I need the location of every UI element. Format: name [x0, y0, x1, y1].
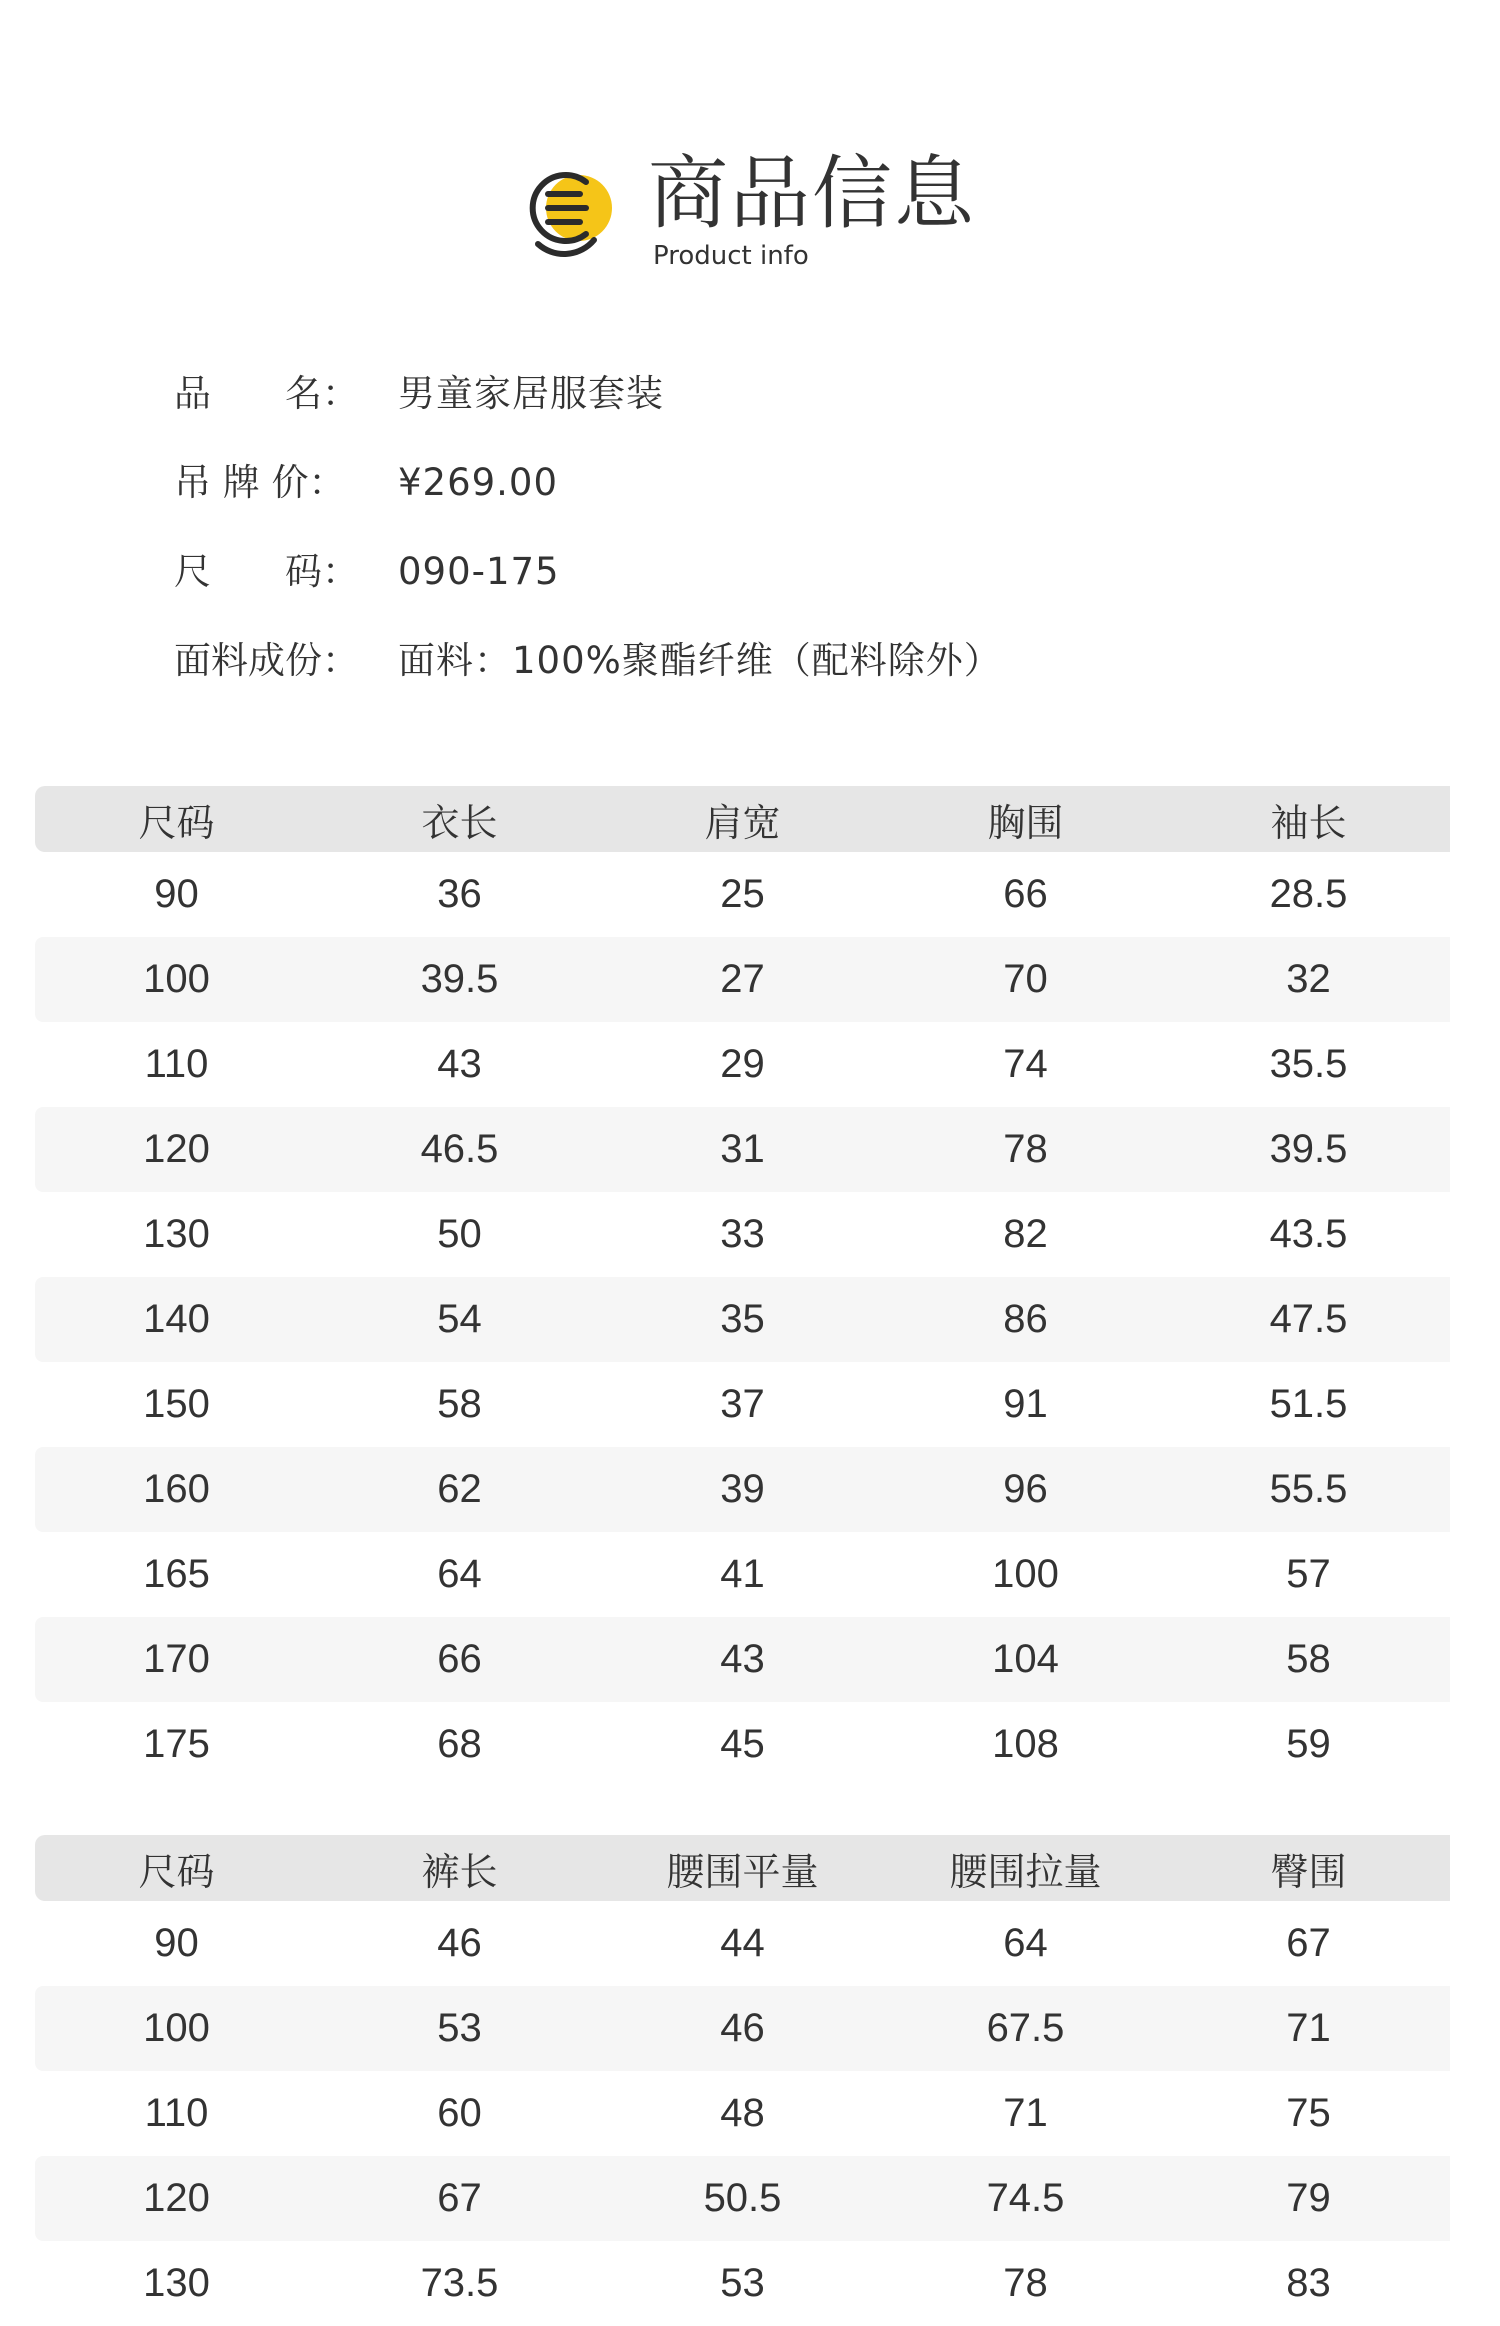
table-cell: 71 — [1167, 1986, 1450, 2071]
table-cell: 100 — [992, 1552, 1059, 1596]
table-row — [35, 1277, 1450, 1362]
table-cell: 86 — [884, 1277, 1167, 1362]
table-cell: 66 — [1003, 872, 1048, 916]
table-cell: 54 — [318, 1277, 601, 1362]
table-cell: 75 — [1286, 2091, 1331, 2135]
table-row — [35, 1022, 1450, 1107]
table-cell: 35 — [601, 1277, 884, 1362]
info-value: ¥269.00 — [398, 461, 559, 504]
table-cell: 43 — [437, 1042, 482, 1086]
table-cell: 110 — [144, 2091, 209, 2135]
bottom-size-table — [35, 1835, 1450, 2326]
table-cell: 32 — [1167, 937, 1450, 1022]
table-cell: 78 — [884, 1107, 1167, 1192]
table-cell: 48 — [720, 2091, 765, 2135]
table-row — [35, 1192, 1450, 1277]
table-cell: 120 — [35, 2156, 318, 2241]
table-cell: 100 — [35, 1986, 318, 2071]
table-cell: 74 — [1003, 1042, 1048, 1086]
table-cell: 67.5 — [884, 1986, 1167, 2071]
table-row — [35, 1901, 1450, 1986]
table-cell: 68 — [437, 1722, 482, 1766]
table-row — [35, 2071, 1450, 2156]
table-cell: 57 — [1286, 1552, 1331, 1596]
table-cell: 130 — [143, 2261, 210, 2305]
table-cell: 50 — [437, 1212, 482, 1256]
table-cell: 46 — [437, 1921, 482, 1965]
table-cell: 39 — [601, 1447, 884, 1532]
table-row — [35, 2241, 1450, 2326]
table-cell: 47.5 — [1167, 1277, 1450, 1362]
table-cell: 41 — [720, 1552, 765, 1596]
table-cell: 79 — [1167, 2156, 1450, 2241]
table-cell: 108 — [992, 1722, 1059, 1766]
table-row — [35, 2156, 1450, 2241]
table-cell: 62 — [318, 1447, 601, 1532]
table-cell: 170 — [35, 1617, 318, 1702]
info-label: 尺 码： — [174, 550, 359, 593]
column-header: 尺码 — [138, 1849, 215, 1894]
table-cell: 39.5 — [318, 937, 601, 1022]
info-value: 090-175 — [398, 550, 560, 593]
table-cell: 160 — [35, 1447, 318, 1532]
table-cell: 60 — [437, 2091, 482, 2135]
table-cell: 100 — [35, 937, 318, 1022]
table-cell: 44 — [720, 1921, 765, 1965]
table-cell: 64 — [437, 1552, 482, 1596]
table-cell: 51.5 — [1269, 1382, 1348, 1426]
table-cell: 165 — [143, 1552, 210, 1596]
table-cell: 73.5 — [420, 2261, 499, 2305]
info-value: 面料：100%聚酯纤维（配料除外） — [398, 639, 1002, 682]
table-row — [35, 1107, 1450, 1192]
info-label: 面料成份： — [174, 639, 359, 682]
table-body — [35, 1901, 1450, 2326]
top-size-table — [35, 786, 1450, 1787]
table-cell: 140 — [35, 1277, 318, 1362]
table-cell: 25 — [720, 872, 765, 916]
table-cell: 90 — [154, 872, 199, 916]
table-cell: 58 — [437, 1382, 482, 1426]
column-header: 裤长 — [421, 1849, 498, 1894]
table-cell: 50.5 — [601, 2156, 884, 2241]
striped-circle-icon — [524, 160, 614, 260]
table-row — [35, 1362, 1450, 1447]
page-subtitle: Product info — [653, 241, 809, 271]
column-header: 腰围平量 — [666, 1849, 819, 1894]
column-header: 衣长 — [421, 800, 498, 845]
table-body — [35, 852, 1450, 1787]
table-cell: 78 — [1003, 2261, 1048, 2305]
table-cell: 104 — [884, 1617, 1167, 1702]
table-cell: 83 — [1286, 2261, 1331, 2305]
table-cell: 43.5 — [1269, 1212, 1348, 1256]
table-cell: 71 — [1003, 2091, 1048, 2135]
column-header: 胸围 — [987, 800, 1064, 845]
table-row — [35, 1702, 1450, 1787]
table-cell: 64 — [1003, 1921, 1048, 1965]
page-title: 商品信息 — [648, 147, 976, 240]
table-cell: 96 — [884, 1447, 1167, 1532]
table-row — [35, 1986, 1450, 2071]
column-header: 腰围拉量 — [949, 1849, 1102, 1894]
table-cell: 59 — [1286, 1722, 1331, 1766]
table-cell: 28.5 — [1269, 872, 1348, 916]
table-cell: 39.5 — [1167, 1107, 1450, 1192]
table-cell: 58 — [1167, 1617, 1450, 1702]
table-cell: 45 — [720, 1722, 765, 1766]
table-cell: 46.5 — [318, 1107, 601, 1192]
table-cell: 91 — [1003, 1382, 1048, 1426]
table-cell: 120 — [35, 1107, 318, 1192]
table-cell: 53 — [318, 1986, 601, 2071]
table-cell: 90 — [154, 1921, 199, 1965]
table-cell: 33 — [720, 1212, 765, 1256]
column-header: 袖长 — [1270, 800, 1347, 845]
table-cell: 35.5 — [1269, 1042, 1348, 1086]
info-value: 男童家居服套装 — [398, 372, 664, 415]
info-label: 品 名： — [174, 372, 359, 415]
table-cell: 31 — [601, 1107, 884, 1192]
column-header: 肩宽 — [704, 800, 781, 845]
info-label: 吊 牌 价： — [174, 461, 346, 504]
table-cell: 55.5 — [1167, 1447, 1450, 1532]
table-cell: 150 — [143, 1382, 210, 1426]
table-cell: 130 — [143, 1212, 210, 1256]
table-row — [35, 1532, 1450, 1617]
table-cell: 66 — [318, 1617, 601, 1702]
table-row — [35, 852, 1450, 937]
table-header-row — [35, 1835, 1450, 1901]
table-cell: 67 — [318, 2156, 601, 2241]
column-header: 臀围 — [1270, 1849, 1347, 1894]
table-cell: 43 — [601, 1617, 884, 1702]
table-cell: 82 — [1003, 1212, 1048, 1256]
table-row — [35, 1447, 1450, 1532]
table-cell: 110 — [144, 1042, 209, 1086]
table-cell: 36 — [437, 872, 482, 916]
table-cell: 29 — [720, 1042, 765, 1086]
table-cell: 27 — [601, 937, 884, 1022]
table-cell: 53 — [720, 2261, 765, 2305]
table-cell: 46 — [601, 1986, 884, 2071]
column-header: 尺码 — [138, 800, 215, 845]
table-cell: 175 — [143, 1722, 210, 1766]
table-header-row — [35, 786, 1450, 852]
table-row — [35, 937, 1450, 1022]
table-cell: 67 — [1286, 1921, 1331, 1965]
table-cell: 70 — [884, 937, 1167, 1022]
table-cell: 74.5 — [884, 2156, 1167, 2241]
table-cell: 37 — [720, 1382, 765, 1426]
table-row — [35, 1617, 1450, 1702]
